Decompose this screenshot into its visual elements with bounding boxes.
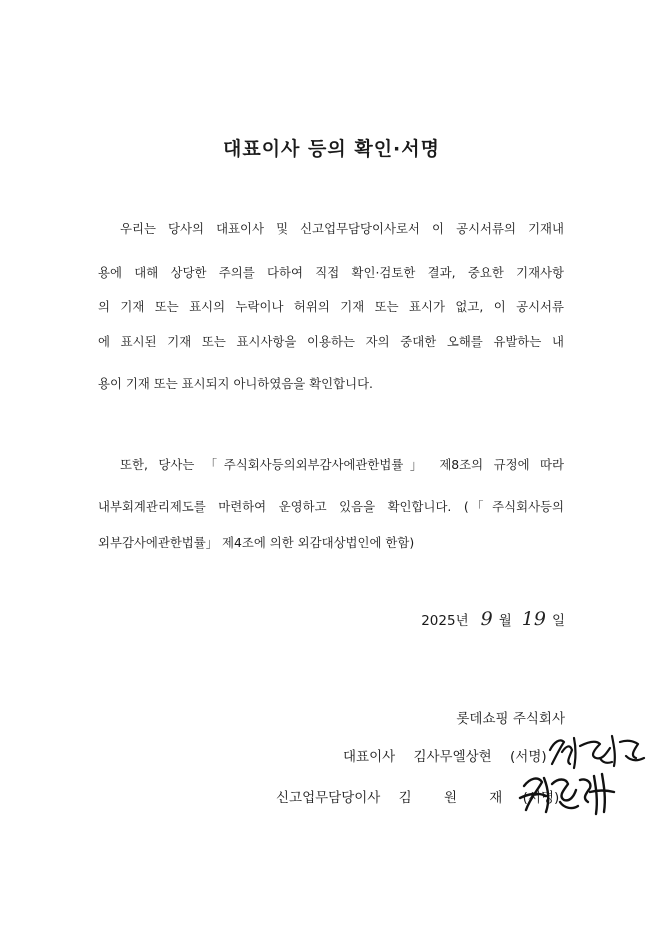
signer-ceo-role: 대표이사	[343, 749, 396, 765]
signer-reporting-director-name: 김 원 재	[398, 790, 517, 806]
date-day-unit: 일	[551, 613, 565, 629]
paragraph1-line-1: 우리는 당사의 대표이사 및 신고업무담당이사로서 이 공시서류의 기재내	[120, 221, 564, 236]
paragraph2-line-2: 내부회계관리제도를 마련하여 운영하고 있음을 확인합니다. (「주식회사등의	[98, 499, 564, 514]
signer-reporting-director-role: 신고업무담당이사	[276, 790, 381, 806]
document-title: 대표이사 등의 확인·서명	[223, 138, 440, 160]
paragraph1-line-3: 의 기재 또는 표시의 누락이나 허위의 기재 또는 표시가 없고, 이 공시서류	[98, 299, 564, 314]
paragraph1-line-2: 용에 대해 상당한 주의를 다하여 직접 확인·검토한 결과, 중요한 기재사항	[98, 265, 564, 280]
date-day-handwritten: 19	[521, 608, 546, 630]
date-month-unit: 월	[498, 613, 512, 629]
date-month-handwritten: 9	[480, 608, 493, 630]
signature-date	[421, 608, 565, 630]
date-year: 2025년	[421, 613, 469, 629]
company-name: 롯데쇼핑 주식회사	[456, 711, 565, 727]
paragraph1-line-4: 에 표시된 기재 또는 표시사항을 이용하는 자의 중대한 오해를 유발하는 내	[98, 334, 564, 349]
signer-ceo-mark: (서명)	[510, 749, 547, 765]
handwritten-signature-director	[516, 768, 624, 818]
paragraph2-line-1: 또한, 당사는 「주식회사등의외부감사에관한법률」 제8조의 규정에 따라	[120, 457, 564, 472]
paragraph1-line-5: 용이 기재 또는 표시되지 아니하였음을 확인합니다.	[98, 376, 373, 391]
signer-ceo	[343, 745, 547, 765]
paragraph2-line-3: 외부감사에관한법률」 제4조에 의한 외감대상법인에 한함)	[98, 535, 415, 550]
signer-reporting-director-mark: (서명)	[522, 790, 560, 806]
signer-ceo-name: 김사무엘상현	[413, 749, 492, 765]
